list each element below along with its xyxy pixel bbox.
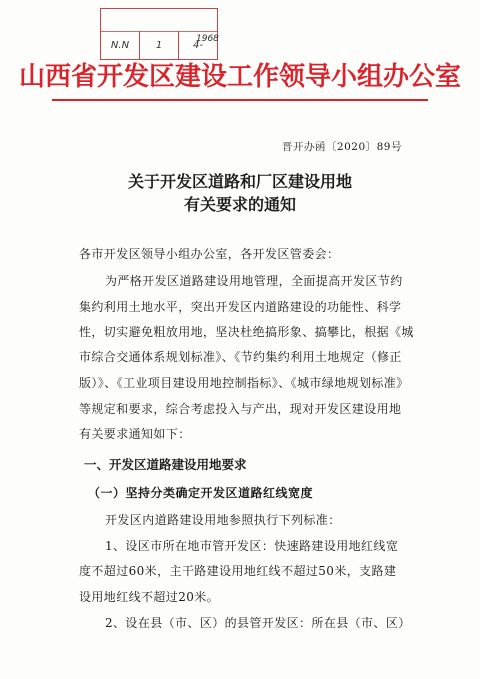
addressee: 各市开发区领导小组办公室，各开发区管委会： <box>79 247 340 261</box>
document-number: 晋开办函〔2020〕89号 <box>281 141 402 153</box>
body-line: 等规定和要求，综合考虑投入与产出，现对开发区建设用地 <box>79 402 402 416</box>
document-title-line-2: 有关要求的通知 <box>183 195 296 214</box>
issuer-title: 山西省开发区建设工作领导小组办公室 <box>18 62 461 92</box>
body-line: 2、设在县（市、区）的县管开发区：所在县（市、区） <box>105 616 411 630</box>
body-line: 1、设区市所在地市管开发区：快速路建设用地红线宽 <box>105 539 399 553</box>
stamp-header-row <box>101 9 217 32</box>
body-line: 设用地红线不超过20米。 <box>79 590 220 604</box>
body-line: 有关要求通知如下： <box>79 427 191 441</box>
stamp-handwritten-number: 1968 <box>196 34 219 44</box>
section-heading-1: 一、开发区道路建设用地要求 <box>84 457 247 472</box>
body-line: 市综合交通体系规划标准》、《节约集约利用土地规定（修正 <box>79 350 402 364</box>
stamp-cell-1: N.N <box>101 31 140 59</box>
document-title-line-1: 关于开发区道路和厂区建设用地 <box>127 172 352 191</box>
body-line: 度不超过60米，主干路建设用地红线不超过50米，支路建 <box>79 564 397 578</box>
body-line: 为严格开发区道路建设用地管理，全面提高开发区节约 <box>105 274 403 288</box>
body-line: 性，切实避免粗放用地，坚决杜绝搞形象、搞攀比，根据《城 <box>79 325 414 339</box>
stamp-cell-3: 4- <box>193 39 203 51</box>
body-line: 版）》、《工业项目建设用地控制指标》、《城市绿地规划标准》 <box>79 376 409 390</box>
header-red-rule <box>52 99 428 101</box>
body-line: 集约利用土地水平，突出开发区内道路建设的功能性、科学 <box>79 300 402 314</box>
body-line: 开发区内道路建设用地参照执行下列标准： <box>105 513 341 527</box>
stamp-cell-2: 1 <box>140 31 179 59</box>
subsection-heading-1: （一）坚持分类确定开发区道路红线宽度 <box>88 486 314 500</box>
